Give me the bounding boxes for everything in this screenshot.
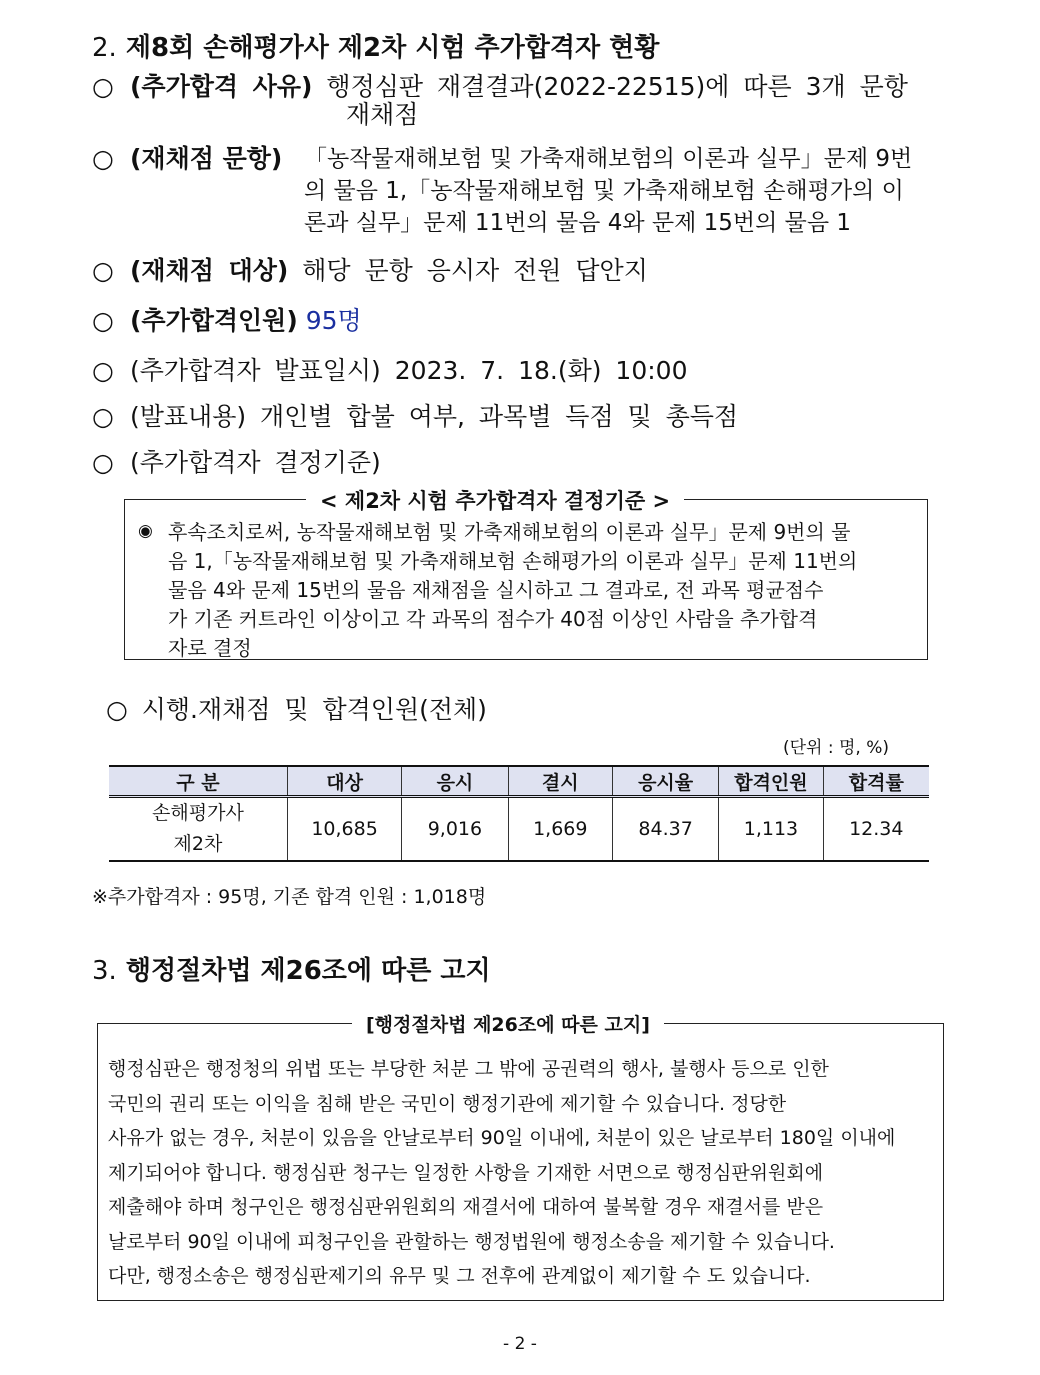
criteria-line-1: 후속조치로써, 농작물재해보험 및 가축재해보험의 이론과 실무」문제 9번의 물 <box>168 520 851 544</box>
bullet-circle: ○ <box>92 402 114 431</box>
bullet-circle: ○ <box>92 256 114 285</box>
notice-line-2: 국민의 권리 또는 이익을 침해 받은 국민이 행정기관에 제기할 수 있습니다. 정당한 <box>108 1092 787 1115</box>
bullet-circle: ○ <box>92 144 114 173</box>
criteria-line-5: 자로 결정 <box>168 636 252 660</box>
item-announce-date-text: (추가합격자 발표일시) 2023. 7. 18.(화) 10:00 <box>130 356 688 385</box>
bullet-circle: ○ <box>92 448 114 477</box>
criteria-line-2: 음 1,「농작물재해보험 및 가축재해보험 손해평가의 이론과 실무」문제 11번의 <box>168 549 858 573</box>
section2-heading <box>92 27 659 64</box>
criteria-text <box>168 518 914 663</box>
th-applied: 응시 <box>402 766 508 797</box>
item-criteria-text: (추가합격자 결정기준) <box>130 448 381 477</box>
th-pass-rate: 합격률 <box>823 766 929 797</box>
bullet-circle: ○ <box>92 72 114 101</box>
item-announce-content-text: (발표내용) 개인별 합불 여부, 과목별 득점 및 총득점 <box>130 402 739 431</box>
notice-text <box>108 1052 934 1294</box>
page-number: - 2 - <box>503 1334 537 1354</box>
bullet-circle: ○ <box>92 356 114 385</box>
notice-line-5: 제출해야 하며 청구인은 행정심판위원회의 재결서에 대하여 불복할 경우 재결서를 받은 <box>108 1196 824 1218</box>
section2-number: 2. <box>92 33 117 63</box>
th-apply-rate: 응시율 <box>612 766 718 797</box>
stats-table <box>109 765 929 862</box>
th-passed: 합격인원 <box>719 766 823 797</box>
table-header-row <box>109 766 929 797</box>
unit-label: (단위 : 명, %) <box>783 738 890 758</box>
additional-note: ※추가합격자 : 95명, 기존 합격 인원 : 1,018명 <box>92 886 487 908</box>
item-count-value: 95명 <box>305 306 362 335</box>
td-category-line2: 제2차 <box>173 833 223 855</box>
td-apply-rate: 84.37 <box>612 797 718 862</box>
td-applied: 9,016 <box>402 797 508 862</box>
td-pass-rate: 12.34 <box>823 797 929 862</box>
criteria-box-title: < 제2차 시험 추가합격자 결정기준 > <box>306 485 684 515</box>
table-row <box>109 797 929 862</box>
section3-title: 행정절차법 제26조에 따른 고지 <box>125 956 491 986</box>
td-category-line1: 손해평가사 <box>152 802 244 824</box>
th-target: 대상 <box>287 766 401 797</box>
item-rescored-line3: 론과 실무」문제 11번의 물음 4와 문제 15번의 물음 1 <box>304 210 851 236</box>
section3-number: 3. <box>92 956 117 986</box>
td-absent: 1,669 <box>508 797 612 862</box>
item-rescored-label: (재채점 문항) <box>130 144 283 173</box>
section2-title: 제8회 손해평가사 제2차 시험 추가합격자 현황 <box>125 33 660 63</box>
stats-heading: ○ 시행.재채점 및 합격인원(전체) <box>106 695 487 724</box>
bullet-circle: ○ <box>92 306 114 335</box>
notice-box-title: [행정절차법 제26조에 따른 고지] <box>352 1010 664 1037</box>
notice-line-3: 사유가 없는 경우, 처분이 있음을 안날로부터 90일 이내에, 처분이 있은 날로부터 180일 이내에 <box>108 1127 896 1149</box>
item-count-label: (추가합격인원) <box>130 306 298 335</box>
criteria-line-3: 물음 4와 문제 15번의 물음 재채점을 실시하고 그 결과로, 전 과목 평균점수 <box>168 578 824 602</box>
item-rescored-line1: 「농작물재해보험 및 가축재해보험의 이론과 실무」문제 9번 <box>304 146 913 172</box>
notice-line-6: 날로부터 90일 이내에 피청구인을 관할하는 행정법원에 행정소송을 제기할 수 있습니다. <box>108 1230 835 1253</box>
item-target-label: (재채점 대상) <box>130 256 289 285</box>
td-target: 10,685 <box>287 797 401 862</box>
item-reason-text-cont: 재채점 <box>346 100 419 129</box>
th-category: 구 분 <box>109 766 287 797</box>
td-passed: 1,113 <box>719 797 823 862</box>
item-target-text: 해당 문항 응시자 전원 답안지 <box>302 256 648 285</box>
td-category <box>109 797 287 862</box>
item-reason-text: 행정심판 재결결과(2022-22515)에 따른 3개 문항 <box>326 72 908 101</box>
notice-line-1: 행정심판은 행정청의 위법 또는 부당한 처분 그 밖에 공권력의 행사, 불행사 등으로 인한 <box>108 1058 829 1080</box>
notice-line-4: 제기되어야 합니다. 행정심판 청구는 일정한 사항을 기재한 서면으로 행정심판위원회에 <box>108 1161 824 1184</box>
criteria-marker: ◉ <box>138 521 153 541</box>
section3-heading <box>92 950 491 987</box>
notice-line-7: 다만, 행정소송은 행정심판제기의 유무 및 그 전후에 관계없이 제기할 수 도 있습니다. <box>108 1265 811 1287</box>
th-absent: 결시 <box>508 766 612 797</box>
item-reason-label: (추가합격 사유) <box>130 72 313 101</box>
item-rescored-line2: 의 물음 1,「농작물재해보험 및 가축재해보험 손해평가의 이 <box>304 178 904 204</box>
criteria-line-4: 가 기존 커트라인 이상이고 각 과목의 점수가 40점 이상인 사람을 추가합격 <box>168 607 818 631</box>
